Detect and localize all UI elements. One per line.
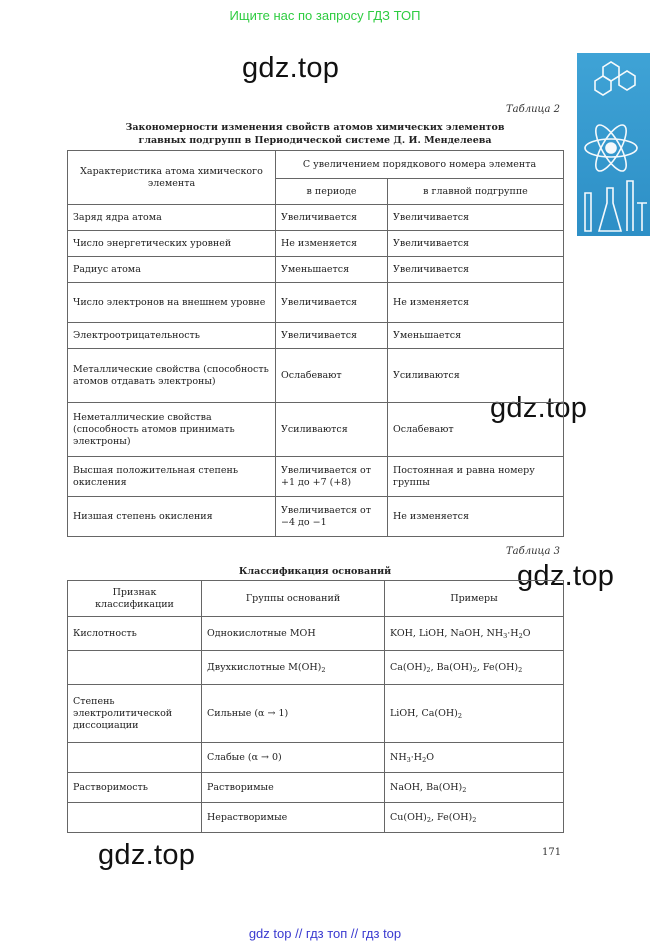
table-row [68, 803, 564, 833]
cell-group: Двухкислотные $M(OH)_2$ [202, 651, 385, 685]
table2-title-line1: Закономерности изменения свойств атомов химических элементов [125, 122, 505, 133]
table-row [68, 403, 564, 457]
table-row [68, 231, 564, 257]
example-text: NaOH, Ba(OH) [390, 781, 463, 793]
cell-characteristic: Число электронов на внешнем уровне [68, 283, 276, 323]
watermark: gdz.top [242, 52, 340, 84]
cell-characteristic: Неметаллические свойства (способность атомов принимать электроны) [68, 403, 276, 457]
table-row [68, 773, 564, 803]
cell-group: Однокислотные MOH [202, 617, 385, 651]
table-row [68, 685, 564, 743]
example-text: KOH, LiOH, NaOH, NH [390, 627, 504, 639]
cell-subgroup: Усиливаются [388, 349, 564, 403]
watermark: gdz.top [517, 560, 615, 592]
page-number: 171 [542, 847, 562, 858]
table3-title: Классификация оснований [238, 566, 392, 577]
cell-characteristic: Металлические свойства (способность атомов отдавать электроны) [68, 349, 276, 403]
cell-example: LiOH, $Ca(OH)_2$ [385, 685, 564, 743]
cell-example: KOH, LiOH, NaOH, $NH_3\cdot H_2O$ [385, 617, 564, 651]
cell-period: Уменьшается [276, 257, 388, 283]
cell-group: Сильные (α → 1) [202, 685, 385, 743]
cell-characteristic: Заряд ядра атома [68, 205, 276, 231]
header-subgroup: в главной подгруппе [388, 179, 564, 205]
example-text: LiOH, Ca(OH) [390, 707, 458, 719]
table-row [68, 349, 564, 403]
cell-period: Не изменяется [276, 231, 388, 257]
table-row [68, 651, 564, 685]
cell-example: $NH_3\cdot H_2O$ [385, 743, 564, 773]
cell-period: Увеличивается [276, 205, 388, 231]
chemistry-icon [577, 53, 650, 236]
group-text: Двухкислотные M(OH) [207, 661, 322, 673]
cell-period: Ослабевают [276, 349, 388, 403]
cell-period: Увеличивается от +1 до +7 (+8) [276, 457, 388, 497]
watermark: gdz.top [490, 392, 588, 424]
cell-characteristic: Низшая степень окисления [68, 497, 276, 537]
table-row [68, 323, 564, 349]
cell-subgroup: Увеличивается [388, 205, 564, 231]
cell-example: $Ca(OH)_2$, $Ba(OH)_2$, $Fe(OH)_2$ [385, 651, 564, 685]
cell-example: $Cu(OH)_2$, $Fe(OH)_2$ [385, 803, 564, 833]
header-characteristic: Характеристика атома химического элемента [68, 151, 276, 205]
cell-period: Усиливаются [276, 403, 388, 457]
cell-sign: Кислотность [68, 617, 202, 651]
cell-sign: Степень электролитической диссоциации [68, 685, 202, 743]
table-row [68, 283, 564, 323]
cell-group: Растворимые [202, 773, 385, 803]
table-row [68, 205, 564, 231]
table-element-properties [67, 150, 564, 537]
cell-group: Нерастворимые [202, 803, 385, 833]
header-sign: Признак классификации [68, 581, 202, 617]
chemistry-decoration-tab [577, 53, 650, 236]
header-increase: С увеличением порядкового номера элемента [276, 151, 564, 179]
cell-characteristic: Высшая положительная степень окисления [68, 457, 276, 497]
cell-subgroup: Не изменяется [388, 283, 564, 323]
top-banner[interactable]: Ищите нас по запросу ГДЗ ТОП [229, 8, 421, 23]
cell-subgroup: Уменьшается [388, 323, 564, 349]
cell-characteristic: Радиус атома [68, 257, 276, 283]
table3-caption: Таблица 3 [505, 546, 560, 557]
cell-example: NaOH, $Ba(OH)_2$ [385, 773, 564, 803]
cell-period: Увеличивается [276, 323, 388, 349]
table2-title [68, 121, 562, 147]
cell-period: Увеличивается от −4 до −1 [276, 497, 388, 537]
table-row [68, 497, 564, 537]
table-row [68, 257, 564, 283]
table-row [68, 617, 564, 651]
cell-characteristic: Электроотрицательность [68, 323, 276, 349]
cell-subgroup: Увеличивается [388, 257, 564, 283]
header-examples: Примеры [385, 581, 564, 617]
cell-sign [68, 651, 202, 685]
table2-caption: Таблица 2 [505, 104, 560, 115]
header-groups: Группы оснований [202, 581, 385, 617]
table-row [68, 743, 564, 773]
bottom-banner[interactable]: gdz top // гдз топ // гдз top [248, 926, 402, 941]
cell-subgroup: Ослабевают [388, 403, 564, 457]
cell-characteristic: Число энергетических уровней [68, 231, 276, 257]
cell-period: Увеличивается [276, 283, 388, 323]
table-bases-classification [67, 580, 564, 833]
cell-sign [68, 743, 202, 773]
table2-title-line2: главных подгрупп в Периодической системе Д. И. Менделеева [138, 135, 492, 146]
cell-subgroup: Не изменяется [388, 497, 564, 537]
header-period: в периоде [276, 179, 388, 205]
watermark: gdz.top [98, 839, 196, 871]
cell-subgroup: Постоянная и равна номеру группы [388, 457, 564, 497]
cell-group: Слабые (α → 0) [202, 743, 385, 773]
cell-subgroup: Увеличивается [388, 231, 564, 257]
table-row [68, 457, 564, 497]
cell-sign: Растворимость [68, 773, 202, 803]
cell-sign [68, 803, 202, 833]
